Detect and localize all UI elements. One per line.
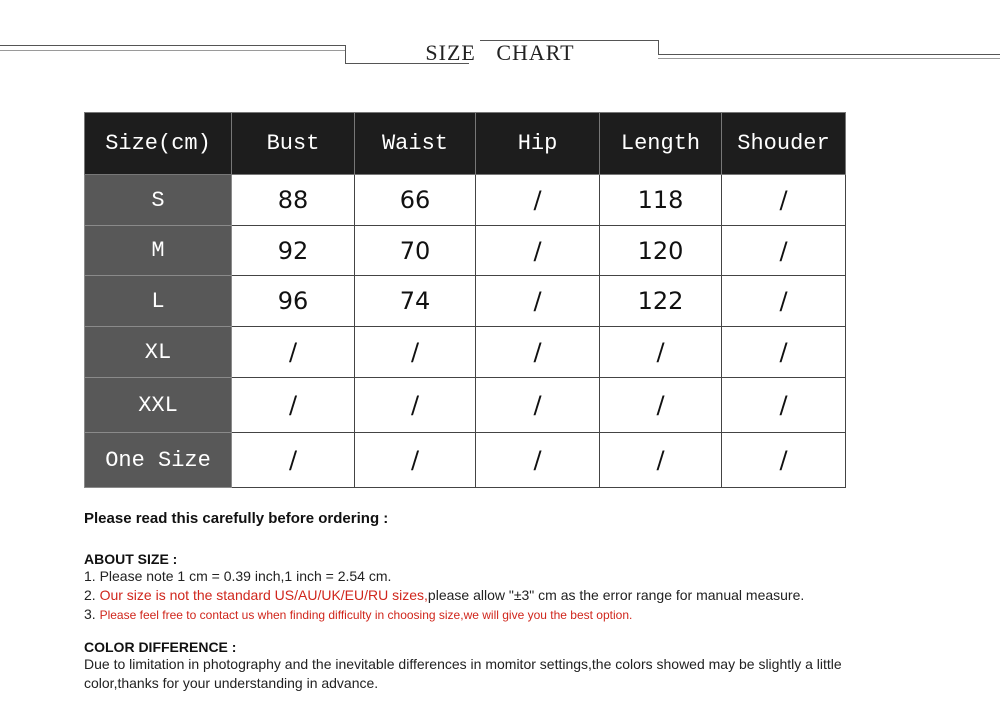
cell-length: 122 bbox=[600, 276, 722, 327]
item-2-highlight: Our size is not the standard US/AU/UK/EU/RU sizes, bbox=[99, 587, 428, 603]
cell-waist: 66 bbox=[355, 175, 476, 226]
cell-hip: / bbox=[476, 378, 600, 433]
cell-bust: / bbox=[232, 327, 355, 378]
table-row bbox=[85, 276, 846, 327]
row-label-size: M bbox=[85, 226, 232, 276]
about-size-item-2 bbox=[84, 586, 964, 605]
item-3-number: 3. bbox=[84, 606, 100, 622]
color-difference-heading: COLOR DIFFERENCE : bbox=[84, 639, 237, 655]
cell-bust: 88 bbox=[232, 175, 355, 226]
read-carefully-heading: Please read this carefully before ordering : bbox=[84, 510, 389, 527]
color-difference-line-2: color,thanks for your understanding in advance. bbox=[84, 675, 379, 691]
cell-shoulder: / bbox=[722, 276, 846, 327]
cell-hip: / bbox=[476, 276, 600, 327]
cell-shoulder: / bbox=[722, 175, 846, 226]
cell-hip: / bbox=[476, 226, 600, 276]
row-label-size: XL bbox=[85, 327, 232, 378]
cell-shoulder: / bbox=[722, 378, 846, 433]
title-word-size: SIZE bbox=[425, 40, 476, 65]
cell-hip: / bbox=[476, 175, 600, 226]
column-header-hip: Hip bbox=[476, 113, 600, 175]
cell-waist: / bbox=[355, 327, 476, 378]
cell-waist: / bbox=[355, 433, 476, 488]
table-row bbox=[85, 175, 846, 226]
cell-shoulder: / bbox=[722, 226, 846, 276]
cell-hip: / bbox=[476, 433, 600, 488]
about-size-heading: ABOUT SIZE : bbox=[84, 551, 178, 567]
ordering-notes bbox=[84, 510, 964, 693]
row-label-size: S bbox=[85, 175, 232, 226]
row-label-size: L bbox=[85, 276, 232, 327]
cell-bust: 92 bbox=[232, 226, 355, 276]
cell-length: / bbox=[600, 433, 722, 488]
cell-shoulder: / bbox=[722, 327, 846, 378]
cell-bust: / bbox=[232, 433, 355, 488]
row-label-size: XXL bbox=[85, 378, 232, 433]
table-row bbox=[85, 327, 846, 378]
table-row bbox=[85, 433, 846, 488]
column-header-waist: Waist bbox=[355, 113, 476, 175]
table-header-row bbox=[85, 113, 846, 175]
column-header-bust: Bust bbox=[232, 113, 355, 175]
table-row bbox=[85, 226, 846, 276]
item-2-text: please allow "±3" cm as the error range for manual measure. bbox=[427, 587, 805, 603]
page-title bbox=[0, 40, 1000, 66]
cell-length: 118 bbox=[600, 175, 722, 226]
about-size-item-3 bbox=[84, 605, 964, 625]
cell-length: / bbox=[600, 327, 722, 378]
item-2-number: 2. bbox=[84, 587, 100, 603]
about-size-item-1: 1. Please note 1 cm = 0.39 inch,1 inch = 2.54 cm. bbox=[84, 568, 392, 584]
size-table bbox=[84, 112, 846, 488]
column-header-shoulder: Shouder bbox=[722, 113, 846, 175]
cell-length: / bbox=[600, 378, 722, 433]
cell-bust: 96 bbox=[232, 276, 355, 327]
column-header-length: Length bbox=[600, 113, 722, 175]
cell-waist: 70 bbox=[355, 226, 476, 276]
table-row bbox=[85, 378, 846, 433]
color-difference-line-1: Due to limitation in photography and the inevitable differences in momitor settings,the colors showed may be slightly a little bbox=[84, 656, 842, 672]
title-word-chart: CHART bbox=[496, 40, 575, 65]
cell-hip: / bbox=[476, 327, 600, 378]
cell-waist: 74 bbox=[355, 276, 476, 327]
item-3-highlight: Please feel free to contact us when finding difficulty in choosing size,we will give you the best option. bbox=[99, 608, 633, 622]
cell-waist: / bbox=[355, 378, 476, 433]
row-label-size: One Size bbox=[85, 433, 232, 488]
cell-length: 120 bbox=[600, 226, 722, 276]
column-header-size: Size(cm) bbox=[85, 113, 232, 175]
cell-shoulder: / bbox=[722, 433, 846, 488]
size-chart-header bbox=[0, 0, 1000, 80]
cell-bust: / bbox=[232, 378, 355, 433]
